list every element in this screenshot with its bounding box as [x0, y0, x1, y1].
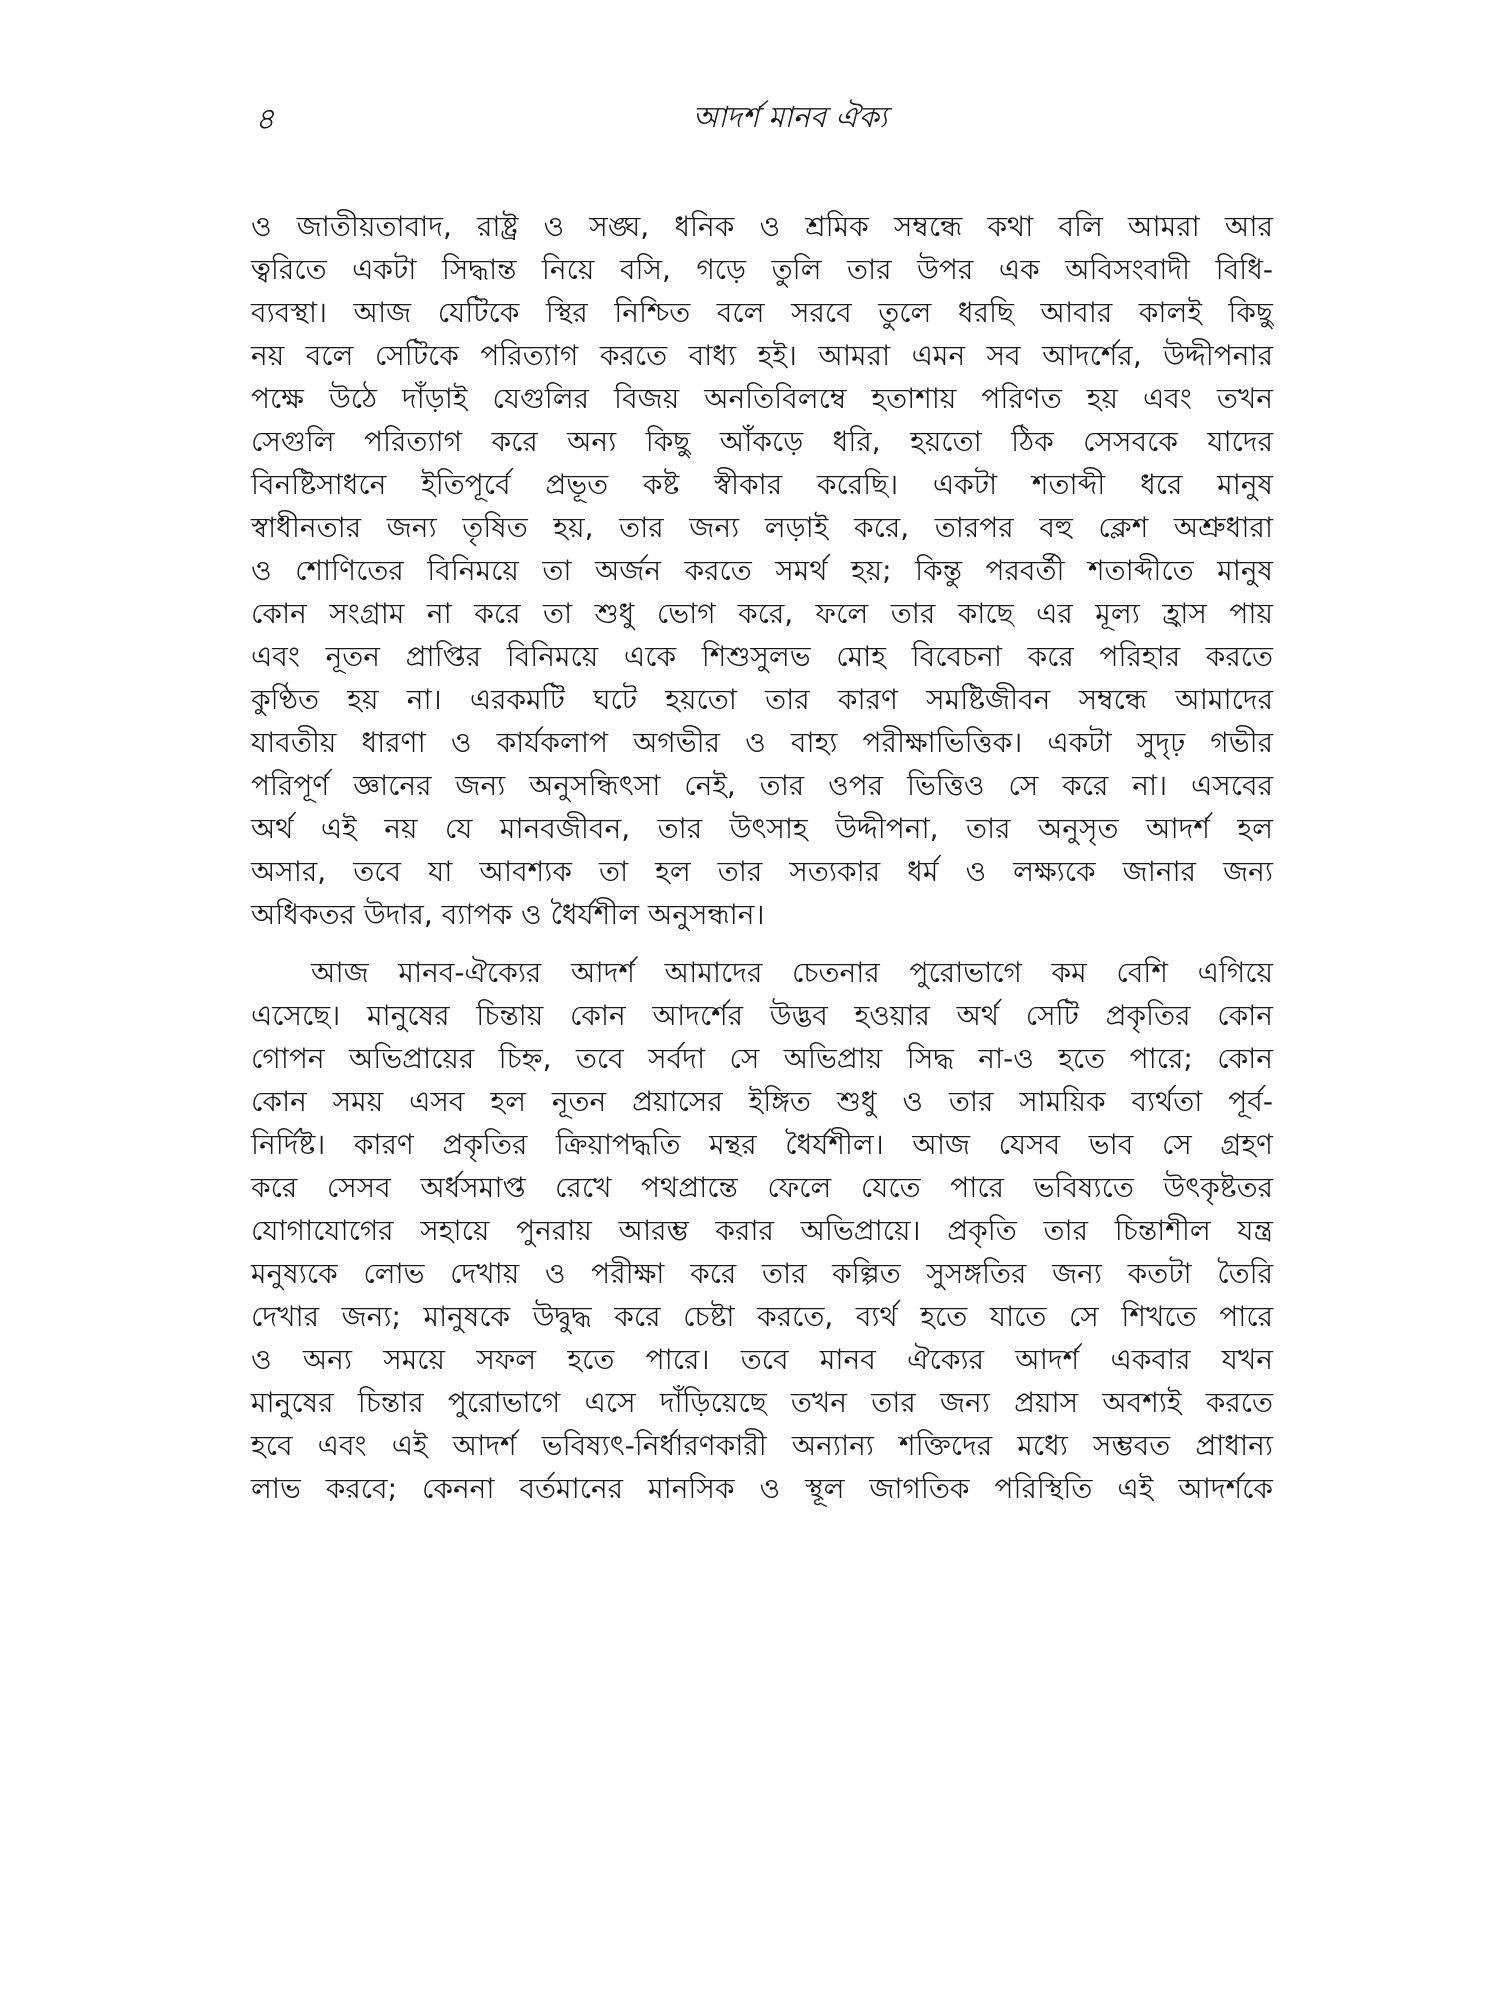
text-line: পক্ষে উঠে দাঁড়াই যেগুলির বিজয় অনতিবিলম্বে হতাশায় পরিণত হয় এবং তখন: [251, 382, 1273, 415]
text-line: ও শোণিতের বিনিময়ে তা অর্জন করতে সমর্থ হয়; কিন্তু পরবর্তী শতাব্দীতে মানুষ: [251, 554, 1273, 587]
text-line: যাবতীয় ধারণা ও কার্যকলাপ অগভীর ও বাহ্য পরীক্ষাভিত্তিক। একটা সুদৃঢ় গভীর: [251, 726, 1273, 759]
text-line: ত্বরিতে একটা সিদ্ধান্ত নিয়ে বসি, গড়ে তুলি তার উপর এক অবিসংবাদী বিধি-: [251, 253, 1273, 286]
body-text: [251, 205, 1273, 1525]
text-line: হবে এবং এই আদর্শ ভবিষ্যৎ-নির্ধারণকারী অন্যান্য শক্তিদের মধ্যে সম্ভবত প্রাধান্য: [251, 1429, 1273, 1462]
text-line: অধিকতর উদার, ব্যাপক ও ধৈর্যশীল অনুসন্ধান।: [251, 898, 765, 931]
text-line: স্বাধীনতার জন্য তৃষিত হয়, তার জন্য লড়াই করে, তারপর বহু ক্লেশ অশ্রুধারা: [251, 511, 1273, 544]
text-line: দেখার জন্য; মানুষকে উদ্বুদ্ধ করে চেষ্টা করতে, ব্যর্থ হতে যাতে সে শিখতে পারে: [251, 1300, 1273, 1333]
text-line: পরিপূর্ণ জ্ঞানের জন্য অনুসন্ধিৎসা নেই, তার ওপর ভিত্তিও সে করে না। এসবের: [251, 769, 1273, 802]
text-line: করে সেসব অর্ধসমাপ্ত রেখে পথপ্রান্তে ফেলে যেতে পারে ভবিষ্যতে উৎকৃষ্টতর: [251, 1171, 1273, 1204]
text-line: কোন সংগ্রাম না করে তা শুধু ভোগ করে, ফলে তার কাছে এর মূল্য হ্রাস পায়: [251, 597, 1273, 630]
page-number: ৪: [255, 102, 275, 137]
text-line: নির্দিষ্ট। কারণ প্রকৃতির ক্রিয়াপদ্ধতি মন্থর ধৈর্যশীল। আজ যেসব ভাব সে গ্রহণ: [251, 1128, 1273, 1161]
text-line: অর্থ এই নয় যে মানবজীবন, তার উৎসাহ উদ্দীপনা, তার অনুসৃত আদর্শ হল: [251, 812, 1273, 845]
paragraph: [251, 205, 1273, 936]
text-line: লাভ করবে; কেননা বর্তমানের মানসিক ও স্থূল জাগতিক পরিস্থিতি এই আদর্শকে: [251, 1472, 1273, 1505]
text-line: এবং নূতন প্রাপ্তির বিনিময়ে একে শিশুসুলভ মোহ বিবেচনা করে পরিহার করতে: [251, 640, 1273, 673]
text-line: মানুষের চিন্তার পুরোভাগে এসে দাঁড়িয়েছে তখন তার জন্য প্রয়াস অবশ্যই করতে: [251, 1386, 1273, 1419]
text-line: সেগুলি পরিত্যাগ করে অন্য কিছু আঁকড়ে ধরি, হয়তো ঠিক সেসবকে যাদের: [251, 425, 1273, 458]
text-line: ও অন্য সময়ে সফল হতে পারে। তবে মানব ঐক্যের আদর্শ একবার যখন: [251, 1343, 1273, 1376]
paragraph: [251, 951, 1273, 1510]
text-line: মনুষ্যকে লোভ দেখায় ও পরীক্ষা করে তার কল্পিত সুসঙ্গতির জন্য কতটা তৈরি: [251, 1257, 1273, 1290]
text-line: আজ মানব-ঐক্যের আদর্শ আমাদের চেতনার পুরোভাগে কম বেশি এগিয়ে: [311, 956, 1273, 989]
running-title: আদর্শ মানব ঐক্য: [692, 100, 888, 134]
text-line: এসেছে। মানুষের চিন্তায় কোন আদর্শের উদ্ভব হওয়ার অর্থ সেটি প্রকৃতির কোন: [251, 999, 1273, 1032]
text-line: ব্যবস্থা। আজ যেটিকে স্থির নিশ্চিত বলে সরবে তুলে ধরছি আবার কালই কিছু: [251, 296, 1273, 329]
text-line: কোন সময় এসব হল নূতন প্রয়াসের ইঙ্গিত শুধু ও তার সাময়িক ব্যর্থতা পূর্ব-: [251, 1085, 1273, 1118]
text-line: বিনষ্টিসাধনে ইতিপূর্বে প্রভূত কষ্ট স্বীকার করেছি। একটা শতাব্দী ধরে মানুষ: [251, 468, 1273, 501]
text-line: কুণ্ঠিত হয় না। এরকমটি ঘটে হয়তো তার কারণ সমষ্টিজীবন সম্বন্ধে আমাদের: [251, 683, 1273, 716]
text-line: ও জাতীয়তাবাদ, রাষ্ট্র ও সঙ্ঘ, ধনিক ও শ্রমিক সম্বন্ধে কথা বলি আমরা আর: [251, 210, 1273, 243]
text-line: গোপন অভিপ্রায়ের চিহ্ন, তবে সর্বদা সে অভিপ্রায় সিদ্ধ না-ও হতে পারে; কোন: [251, 1042, 1273, 1075]
text-line: যোগাযোগের সহায়ে পুনরায় আরম্ভ করার অভিপ্রায়ে। প্রকৃতি তার চিন্তাশীল যন্ত্র: [251, 1214, 1273, 1247]
text-line: অসার, তবে যা আবশ্যক তা হল তার সত্যকার ধর্ম ও লক্ষ্যকে জানার জন্য: [251, 855, 1273, 888]
text-line: নয় বলে সেটিকে পরিত্যাগ করতে বাধ্য হই। আমরা এমন সব আদর্শের, উদ্দীপনার: [251, 339, 1273, 372]
